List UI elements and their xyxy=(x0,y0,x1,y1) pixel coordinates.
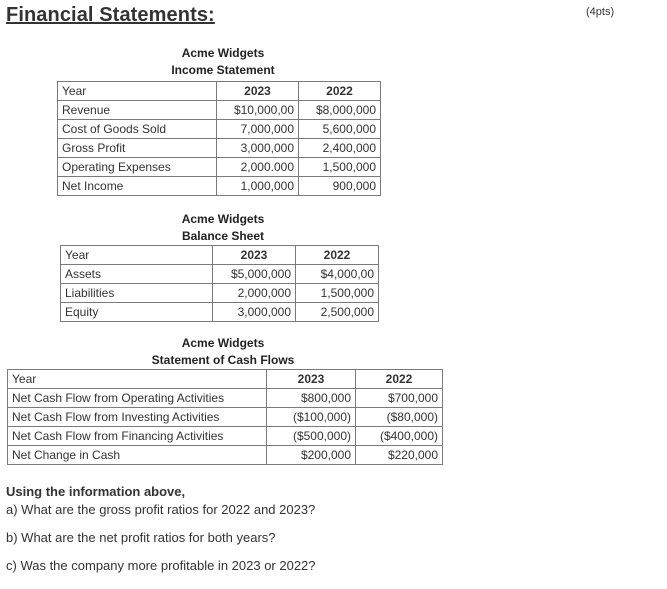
value-2022: 2,500,000 xyxy=(296,303,379,322)
table-row xyxy=(58,158,381,177)
page-title: Financial Statements: xyxy=(6,4,215,26)
balance-sheet-caption xyxy=(163,211,283,245)
value-2022: ($80,000) xyxy=(356,408,443,427)
table-row xyxy=(58,101,381,120)
table-row xyxy=(61,265,379,284)
header-2022: 2022 xyxy=(299,82,381,101)
table-row xyxy=(58,139,381,158)
value-2023: $800,000 xyxy=(267,389,356,408)
cash-flows-table xyxy=(7,369,443,465)
table-header-row xyxy=(61,246,379,265)
row-label: Liabilities xyxy=(61,284,213,303)
table-row xyxy=(61,303,379,322)
row-label: Assets xyxy=(61,265,213,284)
row-label: Cost of Goods Sold xyxy=(58,120,217,139)
value-2023: 1,000,000 xyxy=(217,177,299,196)
value-2023: 3,000,000 xyxy=(217,139,299,158)
value-2023: 2,000,000 xyxy=(213,284,296,303)
income-statement-table xyxy=(57,81,381,196)
header-year: Year xyxy=(58,82,217,101)
row-label: Net Cash Flow from Operating Activities xyxy=(8,389,267,408)
row-label: Equity xyxy=(61,303,213,322)
value-2023: 7,000,000 xyxy=(217,120,299,139)
table-row xyxy=(8,389,443,408)
row-label: Net Cash Flow from Investing Activities xyxy=(8,408,267,427)
header-2023: 2023 xyxy=(213,246,296,265)
value-2022: 2,400,000 xyxy=(299,139,381,158)
value-2023: ($500,000) xyxy=(267,427,356,446)
header-2022: 2022 xyxy=(296,246,379,265)
balance-company-name: Acme Widgets xyxy=(181,212,265,226)
row-label: Net Change in Cash xyxy=(8,446,267,465)
income-company-name: Acme Widgets xyxy=(181,46,265,60)
header-year: Year xyxy=(61,246,213,265)
table-row xyxy=(58,120,381,139)
cash-flows-title: Statement of Cash Flows xyxy=(151,353,295,367)
row-label: Operating Expenses xyxy=(58,158,217,177)
value-2022: ($400,000) xyxy=(356,427,443,446)
table-row xyxy=(58,177,381,196)
cash-company-name: Acme Widgets xyxy=(181,336,265,350)
question-b: b) What are the net profit ratios for both years? xyxy=(6,530,276,545)
value-2023: 3,000,000 xyxy=(213,303,296,322)
questions-section xyxy=(6,484,316,586)
row-label: Net Income xyxy=(58,177,217,196)
questions-intro: Using the information above, xyxy=(6,484,186,499)
table-row xyxy=(8,446,443,465)
question-a: a) What are the gross profit ratios for 2022 and 2023? xyxy=(6,502,316,517)
value-2023: $10,000,00 xyxy=(217,101,299,120)
balance-sheet-title: Balance Sheet xyxy=(181,229,265,243)
value-2022: 900,000 xyxy=(299,177,381,196)
balance-sheet-table xyxy=(60,245,379,322)
value-2022: $700,000 xyxy=(356,389,443,408)
value-2023: $200,000 xyxy=(267,446,356,465)
header-2023: 2023 xyxy=(217,82,299,101)
value-2022: $8,000,000 xyxy=(299,101,381,120)
value-2022: 1,500,000 xyxy=(296,284,379,303)
header-2023: 2023 xyxy=(267,370,356,389)
row-label: Revenue xyxy=(58,101,217,120)
income-statement-title: Income Statement xyxy=(171,63,275,77)
value-2022: 1,500,000 xyxy=(299,158,381,177)
row-label: Net Cash Flow from Financing Activities xyxy=(8,427,267,446)
table-header-row xyxy=(8,370,443,389)
value-2023: ($100,000) xyxy=(267,408,356,427)
value-2023: $5,000,000 xyxy=(213,265,296,284)
table-row xyxy=(61,284,379,303)
points-label: (4pts) xyxy=(586,6,615,18)
header-2022: 2022 xyxy=(356,370,443,389)
value-2023: 2,000.000 xyxy=(217,158,299,177)
table-header-row xyxy=(58,82,381,101)
value-2022: 5,600,000 xyxy=(299,120,381,139)
row-label: Gross Profit xyxy=(58,139,217,158)
cash-flows-caption xyxy=(143,335,303,369)
value-2022: $220,000 xyxy=(356,446,443,465)
table-row xyxy=(8,427,443,446)
value-2022: $4,000,00 xyxy=(296,265,379,284)
question-c: c) Was the company more profitable in 2023 or 2022? xyxy=(6,558,316,573)
header-year: Year xyxy=(8,370,267,389)
table-row xyxy=(8,408,443,427)
income-statement-caption xyxy=(163,45,283,79)
